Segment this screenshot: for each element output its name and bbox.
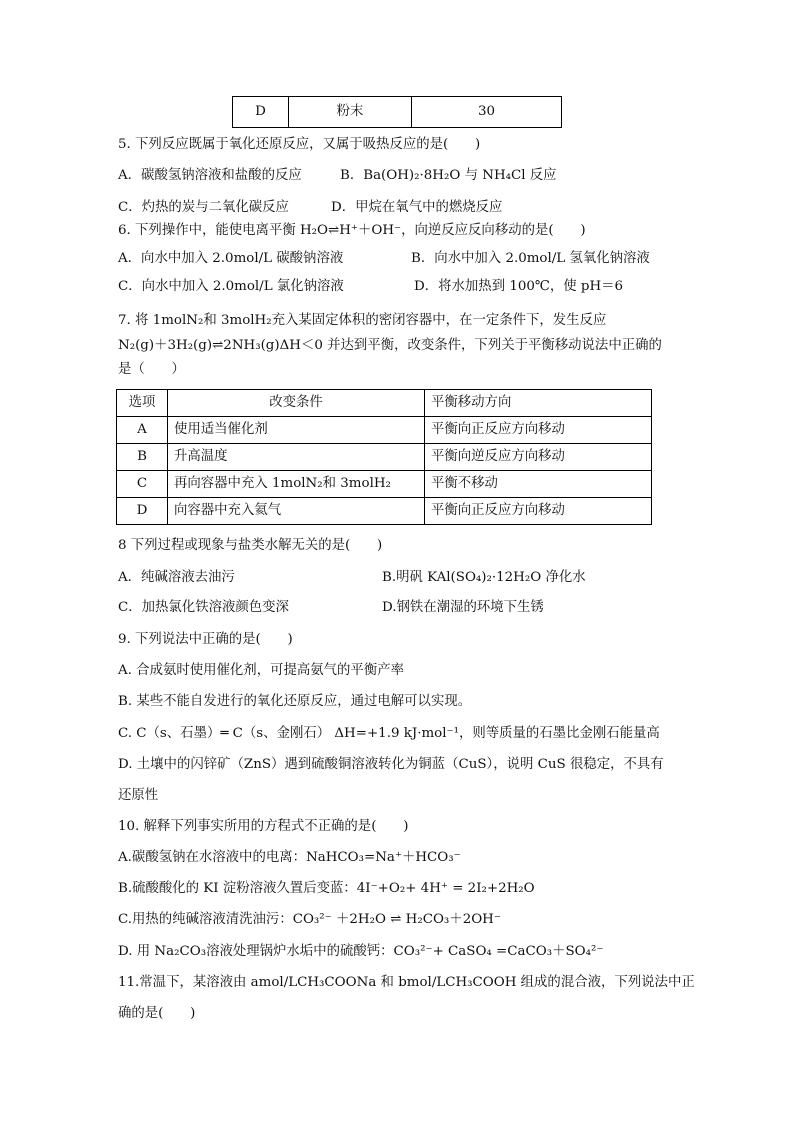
table-cell: 使用适当催化剂 <box>168 417 425 444</box>
q9-option-b: B. 某些不能自发进行的氧化还原反应，通过电解可以实现。 <box>118 694 472 709</box>
table-cell: 平衡不移动 <box>425 471 652 498</box>
table-header-row <box>117 390 652 417</box>
table-cell: A <box>117 417 168 444</box>
table-cell: C <box>117 471 168 498</box>
q10-option-a: A.碳酸氢钠在水溶液中的电离：NaHCO₃=Na⁺＋HCO₃⁻ <box>118 850 461 865</box>
q9-option-a: A. 合成氨时使用催化剂，可提高氨气的平衡产率 <box>118 663 404 678</box>
table-cell: D <box>117 498 168 525</box>
table-header: 改变条件 <box>168 390 425 417</box>
q9-option-d-line1: D. 土壤中的闪锌矿（ZnS）遇到硫酸铜溶液转化为铜蓝（CuS），说明 CuS 很稳定，不具有 <box>118 757 664 772</box>
q11-stem-line1: 11.常温下，某溶液由 amol/LCH₃COONa 和 bmol/LCH₃COOH 组成的混合液，下列说法中正 <box>118 975 695 990</box>
table-cell: 升高温度 <box>168 444 425 471</box>
q7-stem-line1: 7. 将 1molN₂和 3molH₂充入某固定体积的密闭容器中，在一定条件下，发生反应 <box>118 313 607 328</box>
q8-option-c: C．加热氯化铁溶液颜色变深 <box>118 600 289 615</box>
q7-stem-line2: N₂(g)＋3H₂(g)⇌2NH₃(g)ΔH＜0 并达到平衡，改变条件，下列关于平衡移动说法中正确的 <box>118 338 662 353</box>
table-cell: 粉末 <box>289 97 412 128</box>
table-row <box>117 471 652 498</box>
q9-option-d-line2: 还原性 <box>118 788 159 803</box>
q5-option-a: A．碳酸氢钠溶液和盐酸的反应 <box>118 168 302 183</box>
table-cell: 30 <box>412 97 562 128</box>
q6-stem: 6. 下列操作中，能使电离平衡 H₂O⇌H⁺＋OH⁻，向逆反应反向移动的是( ) <box>118 223 586 238</box>
q10-option-b: B.硫酸酸化的 KI 淀粉溶液久置后变蓝：4I⁻+O₂+ 4H⁺ = 2I₂+2H₂O <box>118 881 535 896</box>
table-row <box>233 97 562 128</box>
table-cell: 平衡向正反应方向移动 <box>425 498 652 525</box>
q8-option-a: A．纯碱溶液去油污 <box>118 570 235 585</box>
q8-option-b: B.明矾 KAl(SO₄)₂·12H₂O 净化水 <box>382 570 586 585</box>
table-cell: 平衡向逆反应方向移动 <box>425 444 652 471</box>
table-cell: D <box>233 97 289 128</box>
q10-option-c: C.用热的纯碱溶液清洗油污：CO₃²⁻ ＋2H₂O ⇌ H₂CO₃＋2OH⁻ <box>118 912 501 927</box>
q11-stem-line2: 确的是( ) <box>118 1006 196 1021</box>
q5-stem: 5. 下列反应既属于氧化还原反应，又属于吸热反应的是( ) <box>118 137 481 152</box>
q9-stem: 9. 下列说法中正确的是( ) <box>118 632 293 647</box>
q6-option-a: A．向水中加入 2.0mol/L 碳酸钠溶液 <box>118 251 344 266</box>
table-cell: 向容器中充入氦气 <box>168 498 425 525</box>
table-row <box>117 444 652 471</box>
q10-stem: 10. 解释下列事实所用的方程式不正确的是( ) <box>118 819 409 834</box>
q5-option-c: C．灼热的炭与二氧化碳反应 <box>118 200 289 215</box>
table-header: 平衡移动方向 <box>425 390 652 417</box>
q8-option-d: D.钢铁在潮湿的环境下生锈 <box>382 600 544 615</box>
table-cell: 平衡向正反应方向移动 <box>425 417 652 444</box>
q6-option-b: B．向水中加入 2.0mol/L 氢氧化钠溶液 <box>411 251 650 266</box>
q10-option-d: D. 用 Na₂CO₃溶液处理锅炉水垢中的硫酸钙：CO₃²⁻+ CaSO₄ =CaCO₃＋SO₄²⁻ <box>118 944 604 959</box>
q6-option-c: C．向水中加入 2.0mol/L 氯化钠溶液 <box>118 279 344 294</box>
q7-options-table <box>116 389 652 525</box>
q8-stem: 8 下列过程或现象与盐类水解无关的是( ) <box>118 538 383 553</box>
q9-option-c: C. C（s、石墨）═ C（s、金刚石） ΔH=+1.9 kJ·mol⁻¹，则等质量的石墨比金刚石能量高 <box>118 726 660 741</box>
q7-stem-line3: 是（ ） <box>118 362 185 377</box>
table-row <box>117 498 652 525</box>
q5-option-d: D．甲烷在氧气中的燃烧反应 <box>331 200 503 215</box>
table-header: 选项 <box>117 390 168 417</box>
q6-option-d: D．将水加热到 100℃，使 pH＝6 <box>414 279 624 294</box>
q5-option-b: B．Ba(OH)₂·8H₂O 与 NH₄Cl 反应 <box>340 168 557 183</box>
top-table <box>232 96 562 128</box>
table-cell: B <box>117 444 168 471</box>
table-row <box>117 417 652 444</box>
table-cell: 再向容器中充入 1molN₂和 3molH₂ <box>168 471 425 498</box>
